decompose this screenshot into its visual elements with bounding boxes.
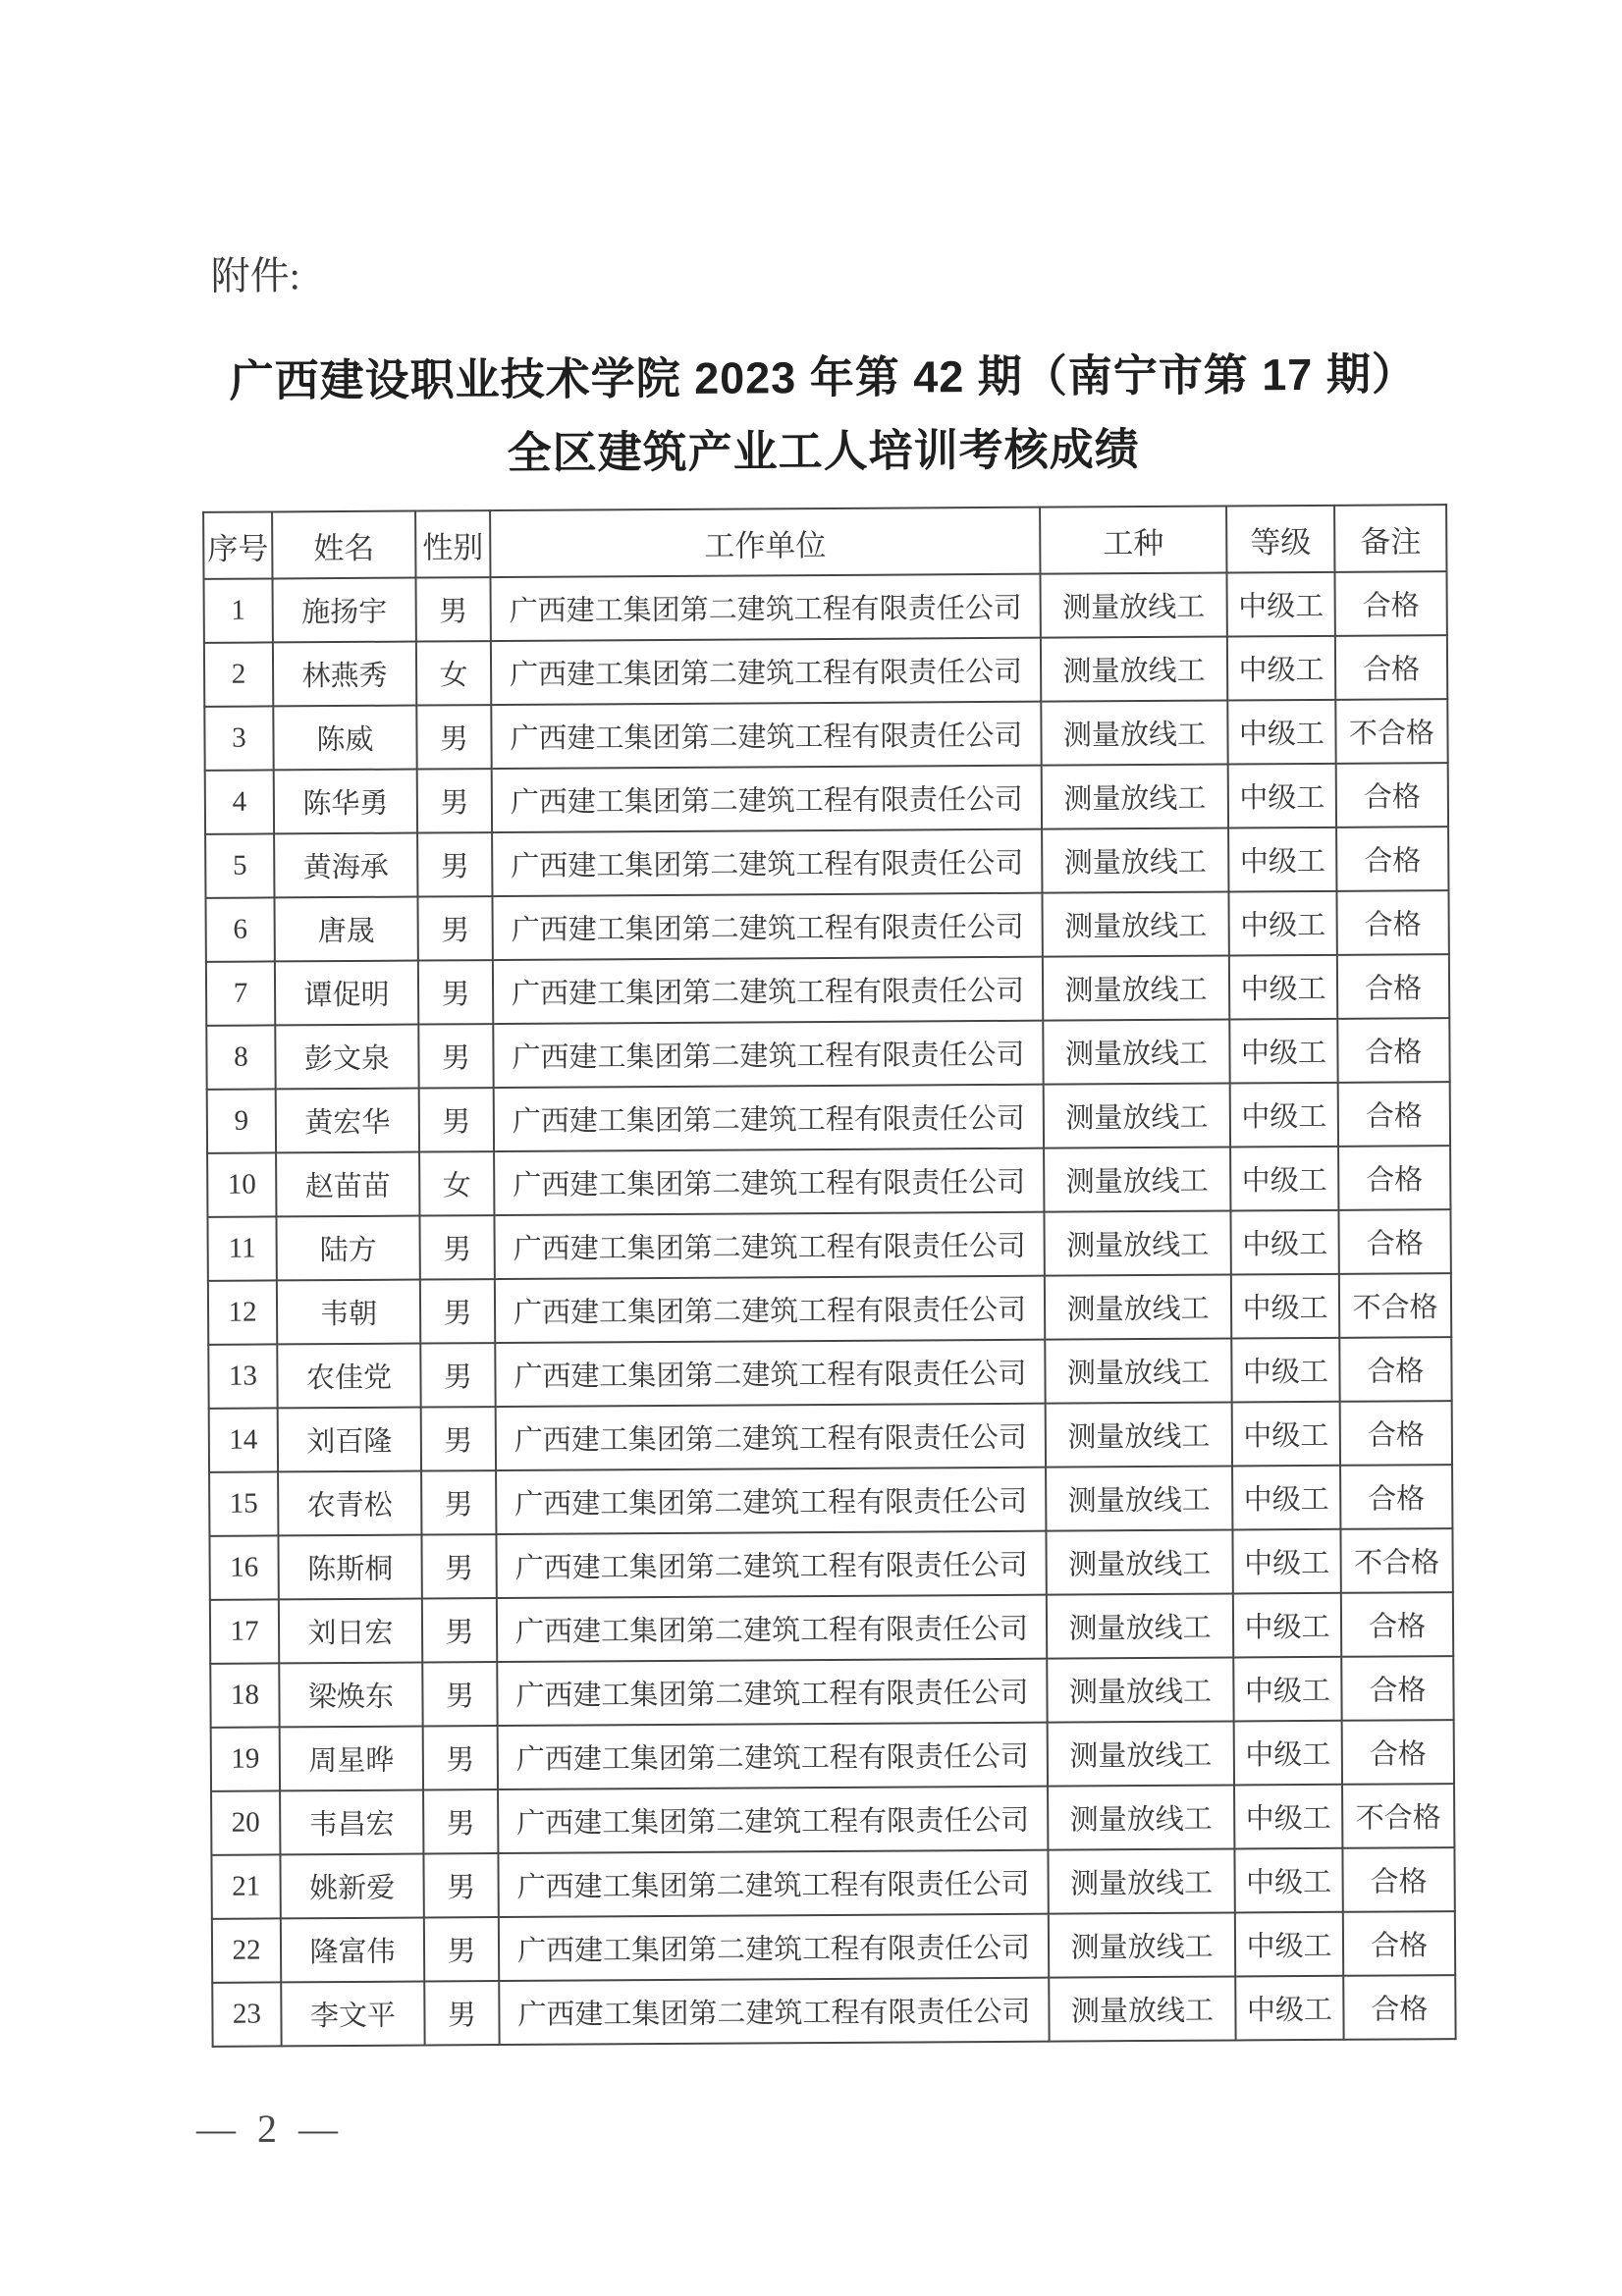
table-cell: 广西建工集团第二建筑工程有限责任公司 [495, 1340, 1045, 1407]
table-row [209, 1401, 1452, 1472]
table-cell: 12 [208, 1280, 277, 1344]
table-cell: 广西建工集团第二建筑工程有限责任公司 [491, 638, 1041, 705]
table-cell: 合格 [1338, 1209, 1450, 1274]
table-cell: 中级工 [1230, 1147, 1338, 1211]
table-cell: 男 [417, 896, 492, 960]
table-row [210, 1592, 1453, 1664]
table-cell: 男 [416, 705, 491, 769]
table-cell: 男 [421, 1534, 496, 1598]
table-cell: 中级工 [1228, 828, 1336, 892]
column-header-gender: 性别 [415, 510, 490, 577]
table-row [211, 1784, 1454, 1855]
table-cell: 16 [209, 1535, 278, 1599]
table-cell: 不合格 [1342, 1784, 1454, 1848]
table-cell: 中级工 [1227, 700, 1335, 765]
table-cell: 中级工 [1233, 1593, 1341, 1658]
table-cell: 女 [419, 1151, 494, 1215]
table-cell: 广西建工集团第二建筑工程有限责任公司 [499, 1914, 1049, 1981]
table-cell: 黄宏华 [276, 1089, 419, 1153]
table-cell: 广西建工集团第二建筑工程有限责任公司 [491, 702, 1041, 769]
table-row [206, 954, 1449, 1026]
table-cell: 测量放线工 [1045, 1274, 1231, 1339]
table-cell: 广西建工集团第二建筑工程有限责任公司 [496, 1468, 1046, 1534]
table-cell: 中级工 [1233, 1657, 1341, 1722]
table-cell: 韦朝 [277, 1280, 420, 1345]
table-cell: 中级工 [1231, 1274, 1339, 1339]
table-row [211, 1847, 1454, 1919]
column-header-trade: 工种 [1040, 507, 1226, 574]
table-cell: 彭文泉 [275, 1025, 418, 1090]
table-cell: 姚新爱 [280, 1854, 423, 1919]
table-cell: 赵苗苗 [276, 1152, 419, 1217]
table-cell: 男 [419, 1215, 494, 1279]
table-cell: 测量放线工 [1044, 1210, 1230, 1275]
attachment-label: 附件: [210, 253, 300, 298]
table-cell: 中级工 [1231, 1338, 1339, 1403]
table-cell: 男 [423, 1726, 498, 1789]
table-cell: 广西建工集团第二建筑工程有限责任公司 [493, 957, 1043, 1024]
table-cell: 合格 [1337, 954, 1449, 1019]
table-cell: 测量放线工 [1049, 1912, 1235, 1977]
table-cell: 广西建工集团第二建筑工程有限责任公司 [496, 1404, 1046, 1470]
table-cell: 测量放线工 [1045, 1338, 1231, 1403]
table-cell: 不合格 [1340, 1528, 1452, 1593]
table-cell: 陈斯桐 [278, 1535, 421, 1600]
table-cell: 广西建工集团第二建筑工程有限责任公司 [498, 1850, 1048, 1917]
table-cell: 男 [424, 1917, 499, 1981]
table-cell: 梁焕东 [279, 1663, 422, 1728]
table-cell: 中级工 [1234, 1848, 1342, 1913]
table-cell: 合格 [1342, 1720, 1454, 1785]
table-cell: 测量放线工 [1042, 828, 1228, 893]
table-cell: 13 [208, 1344, 277, 1408]
table-cell: 广西建工集团第二建筑工程有限责任公司 [493, 1021, 1043, 1088]
table-cell: 1 [203, 578, 272, 642]
table-cell: 男 [417, 769, 492, 832]
table-cell: 黄海承 [274, 833, 417, 898]
table-cell: 测量放线工 [1043, 1019, 1229, 1084]
table-cell: 测量放线工 [1047, 1593, 1233, 1658]
table-cell: 男 [423, 1789, 498, 1853]
table-cell: 测量放线工 [1042, 765, 1228, 829]
table-cell: 合格 [1336, 827, 1448, 891]
table-cell: 男 [418, 1024, 493, 1088]
table-cell: 男 [418, 960, 493, 1024]
table-cell: 10 [207, 1152, 276, 1216]
table-row [205, 763, 1448, 834]
table-cell: 测量放线工 [1041, 701, 1227, 766]
table-cell: 男 [422, 1662, 497, 1726]
table-cell: 中级工 [1230, 1210, 1338, 1275]
table-cell: 中级工 [1227, 636, 1335, 701]
table-cell: 合格 [1337, 1018, 1449, 1083]
table-cell: 测量放线工 [1042, 892, 1228, 957]
table-cell: 男 [423, 1853, 498, 1917]
table-row [203, 571, 1446, 643]
table-cell: 男 [421, 1470, 496, 1534]
table-row [210, 1656, 1453, 1728]
table-cell: 中级工 [1230, 1083, 1338, 1148]
table-cell: 广西建工集团第二建筑工程有限责任公司 [494, 1212, 1044, 1279]
column-header-employer: 工作单位 [490, 507, 1040, 577]
table-cell: 测量放线工 [1046, 1466, 1232, 1530]
table-cell: 中级工 [1234, 1721, 1342, 1786]
table-cell: 广西建工集团第二建筑工程有限责任公司 [499, 1978, 1049, 2045]
table-cell: 测量放线工 [1049, 1976, 1235, 2041]
table-cell: 测量放线工 [1048, 1848, 1234, 1913]
document-title-line1: 广西建设职业技术学院 2023 年第 42 期（南宁市第 17 期） [229, 348, 1418, 406]
table-cell: 测量放线工 [1046, 1529, 1232, 1594]
table-cell: 不合格 [1335, 699, 1447, 764]
table-cell: 中级工 [1226, 572, 1334, 637]
table-cell: 测量放线工 [1043, 955, 1229, 1020]
table-cell: 中级工 [1229, 1019, 1337, 1084]
table-cell: 隆富伟 [281, 1918, 424, 1983]
table-cell: 广西建工集团第二建筑工程有限责任公司 [490, 574, 1040, 641]
table-row [205, 890, 1448, 962]
table-cell: 测量放线工 [1048, 1785, 1234, 1849]
table-cell: 11 [207, 1216, 276, 1280]
table-cell: 陈威 [273, 706, 416, 771]
table-cell: 林燕秀 [273, 642, 416, 707]
column-header-name: 姓名 [272, 511, 415, 579]
table-cell: 不合格 [1339, 1273, 1451, 1338]
table-cell: 合格 [1334, 571, 1446, 636]
table-row [208, 1273, 1451, 1345]
table-cell: 合格 [1343, 1975, 1455, 2040]
table-cell: 中级工 [1235, 1912, 1343, 1977]
page-number: — 2 — [196, 2107, 344, 2151]
table-row [204, 635, 1447, 707]
table-cell: 男 [421, 1407, 496, 1470]
table-cell: 8 [206, 1025, 275, 1089]
table-cell: 唐晟 [274, 897, 417, 962]
table-cell: 6 [205, 897, 274, 961]
table-cell: 男 [422, 1598, 497, 1662]
table-cell: 合格 [1343, 1911, 1455, 1976]
table-cell: 7 [206, 961, 275, 1025]
table-cell: 广西建工集团第二建筑工程有限责任公司 [498, 1723, 1048, 1789]
table-cell: 男 [420, 1279, 495, 1343]
table-cell: 合格 [1341, 1656, 1453, 1721]
table-cell: 男 [419, 1088, 494, 1151]
table-cell: 中级工 [1232, 1402, 1340, 1467]
table-cell: 23 [212, 1982, 281, 2046]
table-cell: 广西建工集团第二建筑工程有限责任公司 [492, 766, 1042, 832]
table-cell: 合格 [1341, 1592, 1453, 1657]
table-row [209, 1528, 1452, 1600]
table-cell: 施扬宇 [272, 578, 415, 643]
table-cell: 测量放线工 [1047, 1657, 1233, 1722]
table-cell: 韦昌宏 [280, 1790, 423, 1855]
table-row [208, 1337, 1451, 1409]
table-cell: 合格 [1339, 1337, 1451, 1402]
table-cell: 合格 [1340, 1465, 1452, 1529]
column-header-remark: 备注 [1334, 505, 1446, 572]
table-cell: 测量放线工 [1046, 1402, 1232, 1467]
table-cell: 农佳党 [277, 1344, 420, 1409]
table-cell: 男 [420, 1343, 495, 1407]
table-cell: 男 [424, 1981, 499, 2045]
table-cell: 刘日宏 [279, 1599, 422, 1664]
table-cell: 周星晔 [280, 1727, 423, 1791]
table-cell: 合格 [1340, 1401, 1452, 1466]
table-cell: 中级工 [1232, 1466, 1340, 1530]
table-row [207, 1146, 1450, 1217]
table-cell: 15 [209, 1471, 278, 1535]
table-cell: 广西建工集团第二建筑工程有限责任公司 [496, 1531, 1046, 1598]
table-cell: 广西建工集团第二建筑工程有限责任公司 [497, 1659, 1047, 1726]
table-cell: 2 [204, 642, 273, 706]
table-cell: 广西建工集团第二建筑工程有限责任公司 [497, 1595, 1047, 1662]
table-cell: 测量放线工 [1044, 1147, 1230, 1211]
table-cell: 测量放线工 [1048, 1721, 1234, 1786]
table-cell: 4 [205, 770, 274, 833]
table-cell: 合格 [1336, 763, 1448, 828]
table-cell: 测量放线工 [1044, 1083, 1230, 1148]
table-row [212, 1911, 1455, 1983]
table-cell: 合格 [1336, 890, 1448, 955]
table-cell: 14 [209, 1408, 278, 1471]
table-cell: 17 [210, 1599, 279, 1663]
table-cell: 5 [205, 833, 274, 897]
document-title-line2: 全区建筑产业工人培训考核成绩 [507, 423, 1140, 478]
table-cell: 男 [415, 577, 490, 641]
table-row [212, 1975, 1455, 2047]
table-cell: 中级工 [1228, 764, 1336, 828]
table-cell: 广西建工集团第二建筑工程有限责任公司 [492, 893, 1042, 960]
table-cell: 广西建工集团第二建筑工程有限责任公司 [492, 829, 1042, 896]
table-row [207, 1082, 1450, 1153]
table-cell: 广西建工集团第二建筑工程有限责任公司 [498, 1787, 1048, 1853]
table-cell: 李文平 [281, 1982, 424, 2047]
table-cell: 9 [207, 1089, 276, 1152]
table-header-row [203, 505, 1446, 579]
table-cell: 合格 [1342, 1847, 1454, 1912]
table-cell: 广西建工集团第二建筑工程有限责任公司 [494, 1085, 1044, 1151]
results-table [202, 504, 1457, 2048]
column-header-index: 序号 [203, 511, 272, 578]
table-cell: 中级工 [1234, 1785, 1342, 1849]
table-cell: 19 [211, 1727, 280, 1790]
table-row [206, 1018, 1449, 1090]
table-cell: 测量放线工 [1041, 637, 1227, 702]
table-cell: 中级工 [1228, 891, 1336, 956]
table-cell: 陈华勇 [274, 770, 417, 834]
table-cell: 22 [212, 1918, 281, 1982]
table-cell: 合格 [1338, 1146, 1450, 1210]
table-row [209, 1465, 1452, 1536]
table-cell: 陆方 [276, 1216, 419, 1281]
table-row [211, 1720, 1454, 1791]
column-header-level: 等级 [1226, 506, 1334, 573]
table-cell: 中级工 [1232, 1529, 1340, 1594]
table-cell: 中级工 [1229, 955, 1337, 1020]
table-cell: 谭促明 [275, 961, 418, 1026]
table-cell: 20 [211, 1790, 280, 1854]
table-row [207, 1209, 1450, 1281]
table-cell: 合格 [1338, 1082, 1450, 1147]
table-row [205, 827, 1448, 898]
table-cell: 男 [417, 832, 492, 896]
document-content [200, 232, 1454, 2048]
table-cell: 3 [204, 706, 273, 770]
table-cell: 农青松 [278, 1471, 421, 1536]
table-cell: 女 [416, 641, 491, 705]
table-cell: 刘百隆 [278, 1408, 421, 1472]
table-cell: 合格 [1335, 635, 1447, 700]
table-cell: 21 [211, 1854, 280, 1918]
table-cell: 测量放线工 [1040, 573, 1226, 638]
table-row [204, 699, 1447, 771]
table-cell: 广西建工集团第二建筑工程有限责任公司 [494, 1148, 1044, 1215]
table-cell: 18 [210, 1663, 279, 1727]
table-cell: 中级工 [1235, 1976, 1343, 2041]
table-cell: 广西建工集团第二建筑工程有限责任公司 [495, 1276, 1045, 1343]
